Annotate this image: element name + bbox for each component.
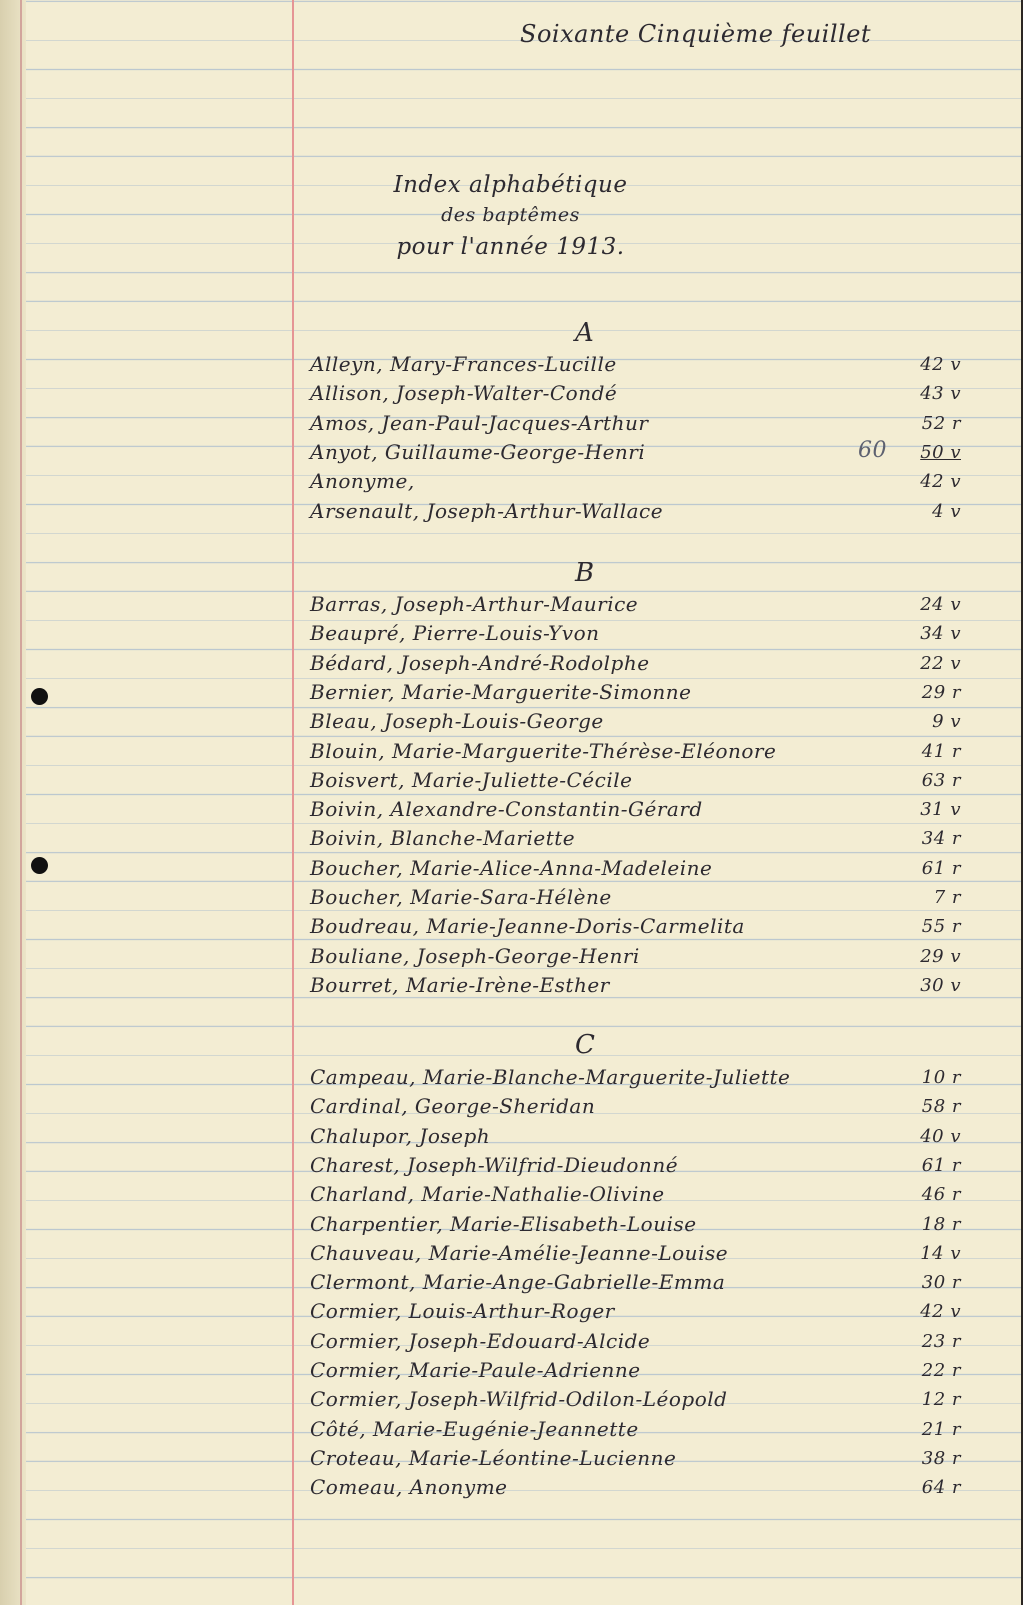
entry-name: Chauveau, Marie-Amélie-Jeanne-Louise <box>310 1241 729 1265</box>
entry-name: Cormier, Joseph-Edouard-Alcide <box>310 1329 651 1353</box>
section-letter-c: C <box>575 1030 595 1060</box>
entry-folio-ref: 41 r <box>921 741 961 762</box>
entry-name: Charland, Marie-Nathalie-Olivine <box>310 1182 665 1206</box>
entry-folio-ref: 7 r <box>933 887 961 908</box>
entry-name: Bouliane, Joseph-George-Henri <box>310 944 640 968</box>
entry-name: Comeau, Anonyme <box>310 1475 508 1499</box>
entry-name: Boivin, Blanche-Mariette <box>310 826 576 850</box>
entry-name: Cormier, Louis-Arthur-Roger <box>310 1299 615 1323</box>
entry-folio-ref: 30 v <box>920 975 961 996</box>
entry-folio-ref: 14 v <box>920 1243 961 1264</box>
entry-folio-ref: 42 v <box>920 354 961 375</box>
pencil-note: 60 <box>858 438 887 463</box>
entry-folio-ref: 22 v <box>920 653 961 674</box>
entry-name: Boivin, Alexandre-Constantin-Gérard <box>310 797 703 821</box>
entry-name: Anyot, Guillaume-George-Henri <box>310 440 646 464</box>
entry-folio-ref: 55 r <box>921 916 961 937</box>
entry-name: Boisvert, Marie-Juliette-Cécile <box>310 768 633 792</box>
section-letter-a: A <box>575 318 594 348</box>
entry-name: Cardinal, George-Sheridan <box>310 1094 596 1118</box>
entry-name: Bleau, Joseph-Louis-George <box>310 709 604 733</box>
entry-folio-ref: 64 r <box>921 1477 961 1498</box>
entry-folio-ref: 29 r <box>921 682 961 703</box>
entry-folio-ref: 50 v <box>920 442 961 463</box>
entry-folio-ref: 31 v <box>920 799 961 820</box>
entry-folio-ref: 21 r <box>921 1419 961 1440</box>
entry-folio-ref: 61 r <box>921 858 961 879</box>
entry-name: Bourret, Marie-Irène-Esther <box>310 973 610 997</box>
entry-name: Cormier, Joseph-Wilfrid-Odilon-Léopold <box>310 1387 728 1411</box>
entry-name: Arsenault, Joseph-Arthur-Wallace <box>310 499 664 523</box>
entry-name: Bédard, Joseph-André-Rodolphe <box>310 651 650 675</box>
entry-folio-ref: 23 r <box>921 1331 961 1352</box>
entry-folio-ref: 58 r <box>921 1096 961 1117</box>
entry-name: Chalupor, Joseph <box>310 1124 491 1148</box>
entry-folio-ref: 40 v <box>920 1126 961 1147</box>
entry-name: Campeau, Marie-Blanche-Marguerite-Juliette <box>310 1065 791 1089</box>
entry-folio-ref: 10 r <box>921 1067 961 1088</box>
punch-hole <box>31 857 48 874</box>
entry-folio-ref: 24 v <box>920 594 961 615</box>
entry-name: Boucher, Marie-Alice-Anna-Madeleine <box>310 856 713 880</box>
entry-folio-ref: 9 v <box>932 711 961 732</box>
entry-name: Allison, Joseph-Walter-Condé <box>310 381 618 405</box>
title-line-3: pour l'année 1913. <box>396 234 625 260</box>
entry-name: Bernier, Marie-Marguerite-Simonne <box>310 680 692 704</box>
section-letter-b: B <box>575 558 595 588</box>
entry-name: Boudreau, Marie-Jeanne-Doris-Carmelita <box>310 914 745 938</box>
entry-name: Anonyme, <box>310 469 415 493</box>
entry-folio-ref: 34 v <box>920 623 961 644</box>
entry-folio-ref: 22 r <box>921 1360 961 1381</box>
entry-folio-ref: 18 r <box>921 1214 961 1235</box>
title-line-1: Index alphabétique <box>393 172 628 198</box>
entry-folio-ref: 43 v <box>920 383 961 404</box>
title-line-2: des baptêmes <box>441 204 580 226</box>
entry-name: Beaupré, Pierre-Louis-Yvon <box>310 621 600 645</box>
entry-folio-ref: 34 r <box>921 828 961 849</box>
entry-name: Barras, Joseph-Arthur-Maurice <box>310 592 639 616</box>
entry-folio-ref: 46 r <box>921 1184 961 1205</box>
entry-name: Charest, Joseph-Wilfrid-Dieudonné <box>310 1153 679 1177</box>
entry-folio-ref: 61 r <box>921 1155 961 1176</box>
entry-folio-ref: 42 v <box>920 471 961 492</box>
entry-folio-ref: 52 r <box>921 413 961 434</box>
entry-folio-ref: 30 r <box>921 1272 961 1293</box>
entry-folio-ref: 29 v <box>920 946 961 967</box>
entry-name: Cormier, Marie-Paule-Adrienne <box>310 1358 641 1382</box>
entry-folio-ref: 42 v <box>920 1301 961 1322</box>
entry-folio-ref: 63 r <box>921 770 961 791</box>
entry-name: Clermont, Marie-Ange-Gabrielle-Emma <box>310 1270 726 1294</box>
entry-name: Charpentier, Marie-Elisabeth-Louise <box>310 1212 697 1236</box>
entry-folio-ref: 4 v <box>932 501 961 522</box>
entry-name: Croteau, Marie-Léontine-Lucienne <box>310 1446 677 1470</box>
entry-folio-ref: 38 r <box>921 1448 961 1469</box>
entry-name: Alleyn, Mary-Frances-Lucille <box>310 352 617 376</box>
punch-hole <box>31 688 48 705</box>
entry-folio-ref: 12 r <box>921 1389 961 1410</box>
entry-name: Boucher, Marie-Sara-Hélène <box>310 885 612 909</box>
entry-name: Blouin, Marie-Marguerite-Thérèse-Eléonore <box>310 739 777 763</box>
folio-heading: Soixante Cinquième feuillet <box>520 20 872 48</box>
entry-name: Amos, Jean-Paul-Jacques-Arthur <box>310 411 649 435</box>
entry-name: Côté, Marie-Eugénie-Jeannette <box>310 1417 639 1441</box>
